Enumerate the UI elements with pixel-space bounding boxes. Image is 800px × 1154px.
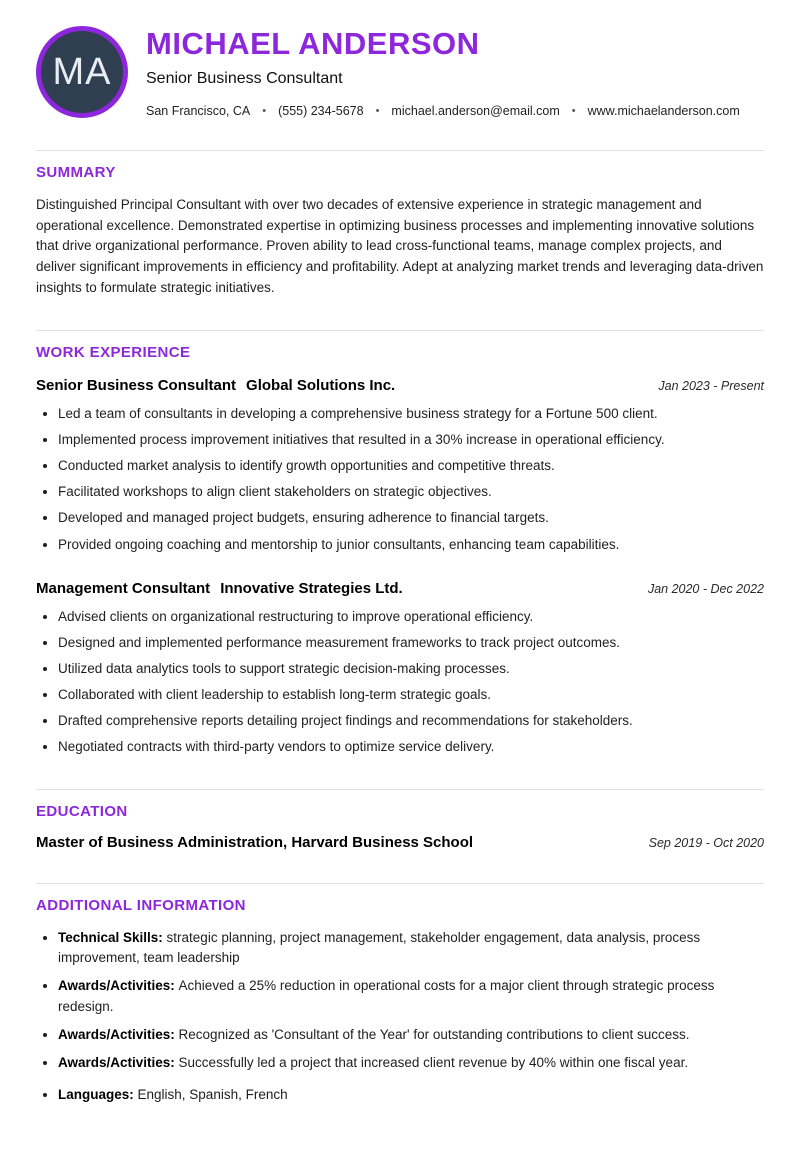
section-education bbox=[36, 789, 764, 851]
jobs-container bbox=[36, 377, 764, 757]
additional-info-list bbox=[36, 928, 764, 1106]
contact-location: San Francisco, CA bbox=[146, 104, 251, 118]
section-summary bbox=[36, 150, 764, 298]
additional-info-item: • Awards/Activities: Successfully led a project that increased client revenue by 40% within one fiscal year. bbox=[58, 1053, 764, 1073]
header-text bbox=[146, 26, 764, 118]
summary-text: Distinguished Principal Consultant with over two decades of extensive experience in strategic management and operational excellence. Demonstrated expertise in optimizing business processes and implementing innovative solutions that drive organizational performance. Proven ability to lead cross-functional teams, manage complex projects, and deliver significant improvements in efficiency and profitability. Adept at analyzing market trends and leveraging data-driven insights to formulate strategic initiatives. bbox=[36, 197, 764, 295]
job-bullet: • Developed and managed project budgets, ensuring adherence to financial targets. bbox=[58, 508, 764, 528]
education-entry bbox=[36, 834, 764, 851]
job-entry bbox=[36, 377, 764, 554]
job-bullet: • Implemented process improvement initiatives that resulted in a 30% increase in operational efficiency. bbox=[58, 430, 764, 450]
section-work-experience bbox=[36, 330, 764, 757]
job-dates: Jan 2020 - Dec 2022 bbox=[647, 582, 764, 597]
job-bullet: • Collaborated with client leadership to establish long-term strategic goals. bbox=[58, 685, 764, 705]
additional-information-heading: ADDITIONAL INFORMATION bbox=[36, 896, 246, 914]
additional-info-item: • Languages: English, Spanish, French bbox=[58, 1085, 764, 1105]
job-header bbox=[36, 377, 764, 394]
candidate-title: Senior Business Consultant bbox=[146, 70, 343, 87]
job-bullet: • Provided ongoing coaching and mentorship to junior consultants, enhancing team capabilities. bbox=[58, 535, 764, 555]
job-title: Senior Business Consultant bbox=[36, 377, 237, 395]
job-bullet: • Utilized data analytics tools to support strategic decision-making processes. bbox=[58, 659, 764, 679]
job-company: Innovative Strategies Ltd. bbox=[220, 580, 403, 598]
contact-separator: • bbox=[571, 105, 576, 117]
job-bullet: • Advised clients on organizational restructuring to improve operational efficiency. bbox=[58, 607, 764, 627]
candidate-name: MICHAEL ANDERSON bbox=[146, 26, 480, 61]
resume-header bbox=[36, 26, 764, 118]
work-experience-heading: WORK EXPERIENCE bbox=[36, 344, 191, 362]
job-bullet: • Negotiated contracts with third-party vendors to optimize service delivery. bbox=[58, 737, 764, 757]
contact-phone: (555) 234-5678 bbox=[278, 104, 364, 118]
additional-info-label: Awards/Activities: bbox=[58, 1055, 179, 1071]
additional-info-item: • Technical Skills: strategic planning, project management, stakeholder engagement, data analysis, process improvement, team leadership bbox=[58, 928, 764, 969]
job-company: Global Solutions Inc. bbox=[246, 377, 396, 395]
additional-info-item: • Awards/Activities: Achieved a 25% reduction in operational costs for a major client through strategic process redesign. bbox=[58, 976, 764, 1017]
contact-email: michael.anderson@email.com bbox=[391, 104, 560, 118]
additional-info-label: Awards/Activities: bbox=[58, 978, 179, 994]
job-bullet: • Drafted comprehensive reports detailing project findings and recommendations for stakeholders. bbox=[58, 711, 764, 731]
job-title-line bbox=[36, 580, 403, 597]
job-title: Management Consultant bbox=[36, 580, 211, 598]
job-title-line bbox=[36, 377, 395, 394]
additional-info-label: Technical Skills: bbox=[58, 929, 167, 945]
section-additional-information bbox=[36, 883, 764, 1106]
summary-heading: SUMMARY bbox=[36, 164, 116, 181]
job-dates: Jan 2023 - Present bbox=[658, 379, 764, 394]
contact-website: www.michaelanderson.com bbox=[587, 104, 740, 118]
education-dates: Sep 2019 - Oct 2020 bbox=[648, 835, 764, 850]
contact-separator: • bbox=[262, 105, 267, 117]
avatar bbox=[36, 26, 128, 118]
job-entry bbox=[36, 580, 764, 757]
avatar-initials: MA bbox=[52, 50, 112, 93]
job-bullet: • Conducted market analysis to identify growth opportunities and competitive threats. bbox=[58, 456, 764, 476]
job-header bbox=[36, 580, 764, 597]
job-bullet: • Led a team of consultants in developing a comprehensive business strategy for a Fortune 500 client. bbox=[58, 404, 764, 424]
job-bullet: • Facilitated workshops to align client stakeholders on strategic objectives. bbox=[58, 482, 764, 502]
additional-info-label: Awards/Activities: bbox=[58, 1026, 179, 1042]
job-bullet: • Designed and implemented performance measurement frameworks to track project outcomes. bbox=[58, 633, 764, 653]
job-bullets bbox=[36, 607, 764, 757]
job-bullets bbox=[36, 404, 764, 554]
additional-info-item: • Awards/Activities: Recognized as 'Consultant of the Year' for outstanding contributions to client success. bbox=[58, 1025, 764, 1045]
education-heading: EDUCATION bbox=[36, 802, 128, 820]
education-degree: Master of Business Administration, Harvard Business School bbox=[36, 833, 474, 851]
contact-line bbox=[146, 104, 764, 118]
additional-info-label: Languages: bbox=[58, 1087, 138, 1103]
contact-separator: • bbox=[375, 105, 380, 117]
